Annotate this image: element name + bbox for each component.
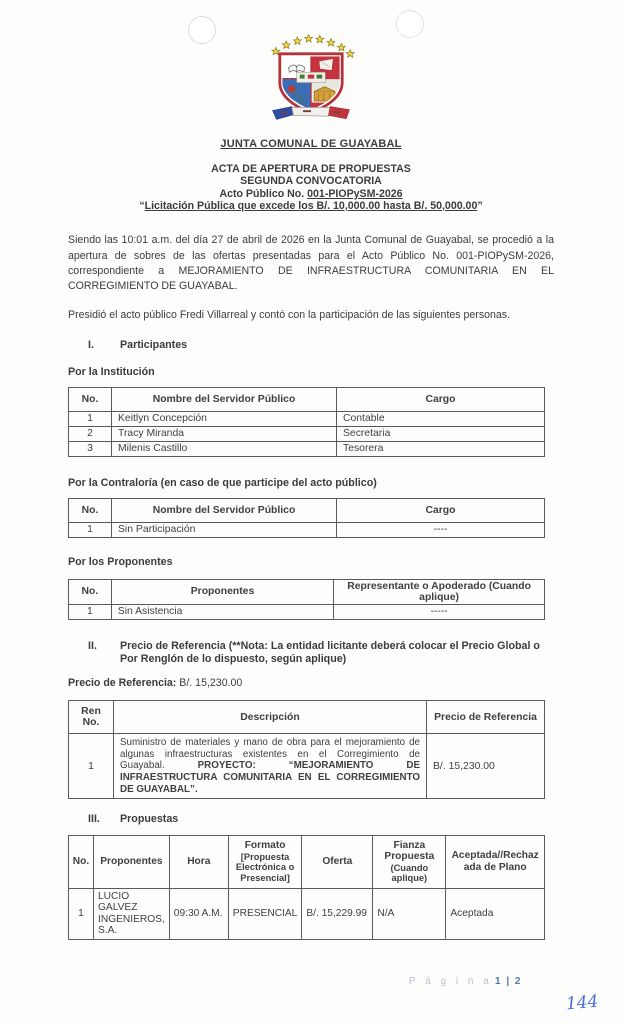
col-header-no: No. [69, 579, 112, 604]
subhead-contraloria: Por la Contraloría (en caso de que participe del acto público) [68, 476, 377, 489]
col-header-hora: Hora [169, 835, 228, 888]
pagina-label: P á g i n a [408, 976, 493, 987]
table-row [69, 604, 545, 619]
col-header-cargo: Cargo [337, 498, 545, 522]
cell-aceptada: Aceptada [446, 888, 545, 939]
col-header-representante: Representante o Apoderado (Cuando aplique) [334, 579, 545, 604]
cell-nombre: Keitlyn Concepción [112, 411, 337, 426]
section-title: Participantes [120, 339, 188, 352]
handwritten-page-number: 144 [565, 991, 600, 1015]
cell-proponente: Sin Asistencia [111, 604, 333, 619]
col-header-no: No. [69, 387, 112, 411]
table-header-row [69, 701, 545, 734]
col-header-cargo: Cargo [337, 387, 545, 411]
cell-ren-no: 1 [69, 734, 114, 799]
col-header-proponentes: Proponentes [94, 835, 170, 888]
precio-referencia-line [68, 676, 554, 691]
col-header-oferta: Oferta [302, 835, 373, 888]
punch-hole-right-icon [396, 10, 424, 38]
cell-fianza: N/A [373, 888, 446, 939]
col-header-no: No. [69, 835, 94, 888]
table-row [69, 426, 545, 441]
punch-hole-left-icon [188, 16, 216, 44]
section-precio [68, 640, 554, 667]
cell-no: 3 [69, 441, 112, 456]
table-proponentes [68, 579, 545, 620]
cell-nombre: Milenis Castillo [112, 441, 337, 456]
col-header-formato: Formato [Propuesta Electrónica o Presencial] [228, 835, 302, 888]
table-row [69, 888, 545, 939]
org-name: JUNTA COMUNAL DE GUAYABAL [220, 138, 402, 150]
cell-no: 1 [69, 522, 112, 537]
table-row [69, 411, 545, 426]
table-row [69, 441, 545, 456]
table-header-row [69, 835, 545, 888]
intro-paragraph: Siendo las 10:01 a.m. del día 27 de abril de 2026 en la Junta Comunal de Guayabal, se procedió a la apertura de sobres de las ofertas presentadas para el Acto Público No. 001-PIOPySM-2026, correspondiente a MEJORAMIENTO DE INFRAESTRUCTURA COMUNITARIA EN EL CORREGIMIENTO DE GUAYABAL. [68, 234, 554, 293]
cell-oferta: B/. 15,229.99 [302, 888, 373, 939]
cell-descripcion: Suministro de materiales y mano de obra para el mejoramiento de algunas infraestructuras existentes en el Corregimiento de Guayabal. PROYECTO: “MEJORAMIENTO DE INFRAESTRUCTURA COMUNITARIA EN EL CORREGIMIENTO DE GUAYABAL”. [114, 734, 427, 799]
cell-representante: ----- [334, 604, 545, 619]
cell-cargo: Tesorera [337, 441, 545, 456]
subhead-proponentes: Por los Proponentes [68, 555, 173, 568]
col-header-no: No. [69, 498, 112, 522]
subhead-institucion: Por la Institución [68, 365, 155, 378]
col-header-fianza: Fianza Propuesta (Cuando aplique) [373, 835, 446, 888]
doc-title-quote: “Licitación Pública que excede los B/. 10,000.00 hasta B/. 50,000.00” [139, 199, 483, 212]
section-title: Precio de Referencia (**Nota: La entidad licitante deberá colocar el Precio Global o Por Renglón de lo dispuesto, según aplique) [120, 639, 540, 666]
col-header-nombre: Nombre del Servidor Público [112, 498, 337, 522]
table-row [69, 734, 545, 799]
presided-paragraph: Presidió el acto público Fredi Villarreal y contó con la participación de las siguientes personas. [68, 308, 511, 321]
col-header-proponentes: Proponentes [111, 579, 333, 604]
cell-proponente: LUCIO GALVEZ INGENIEROS, S.A. [94, 888, 170, 939]
page-number: 1 | 2 [495, 976, 522, 987]
cell-cargo: ---- [337, 522, 545, 537]
table-header-row [69, 498, 545, 522]
col-header-ren-no: Ren No. [69, 701, 114, 734]
doc-title-acto: Acto Público No. 001-PIOPySM-2026 [219, 187, 403, 200]
table-propuestas [68, 835, 545, 940]
coat-of-arms-icon [255, 32, 367, 127]
col-header-nombre: Nombre del Servidor Público [112, 387, 337, 411]
col-header-aceptada: Aceptada//Rechazada de Plano [446, 835, 545, 888]
cell-cargo: Contable [337, 411, 545, 426]
table-referencia [68, 700, 545, 799]
cell-hora: 09:30 A.M. [169, 888, 228, 939]
section-title: Propuestas [120, 813, 179, 826]
cell-nombre: Sin Participación [112, 522, 337, 537]
cell-nombre: Tracy Miranda [112, 426, 337, 441]
doc-title-line1: ACTA DE APERTURA DE PROPUESTAS [211, 163, 411, 175]
cell-cargo: Secretaria [337, 426, 545, 441]
section-propuestas [68, 813, 554, 827]
doc-title-line2: SEGUNDA CONVOCATORIA [240, 175, 382, 188]
precio-label: Precio de Referencia: [68, 676, 177, 689]
section-number: I. [88, 339, 94, 352]
table-row [69, 522, 545, 537]
col-header-precio: Precio de Referencia [427, 701, 545, 734]
table-institucion [68, 387, 545, 457]
table-contraloria [68, 498, 545, 538]
section-participantes [68, 339, 554, 353]
precio-value: B/. 15,230.00 [176, 676, 243, 689]
cell-no: 1 [69, 888, 94, 939]
cell-formato: PRESENCIAL [228, 888, 302, 939]
section-number: II. [88, 639, 97, 652]
cell-no: 1 [69, 411, 112, 426]
col-header-descripcion: Descripción [114, 701, 427, 734]
table-header-row [69, 387, 545, 411]
section-number: III. [88, 813, 100, 826]
document-title-block [0, 163, 622, 212]
cell-no: 1 [69, 604, 112, 619]
cell-precio: B/. 15,230.00 [427, 734, 545, 799]
table-header-row [69, 579, 545, 604]
cell-no: 2 [69, 426, 112, 441]
page-footer [409, 976, 522, 987]
